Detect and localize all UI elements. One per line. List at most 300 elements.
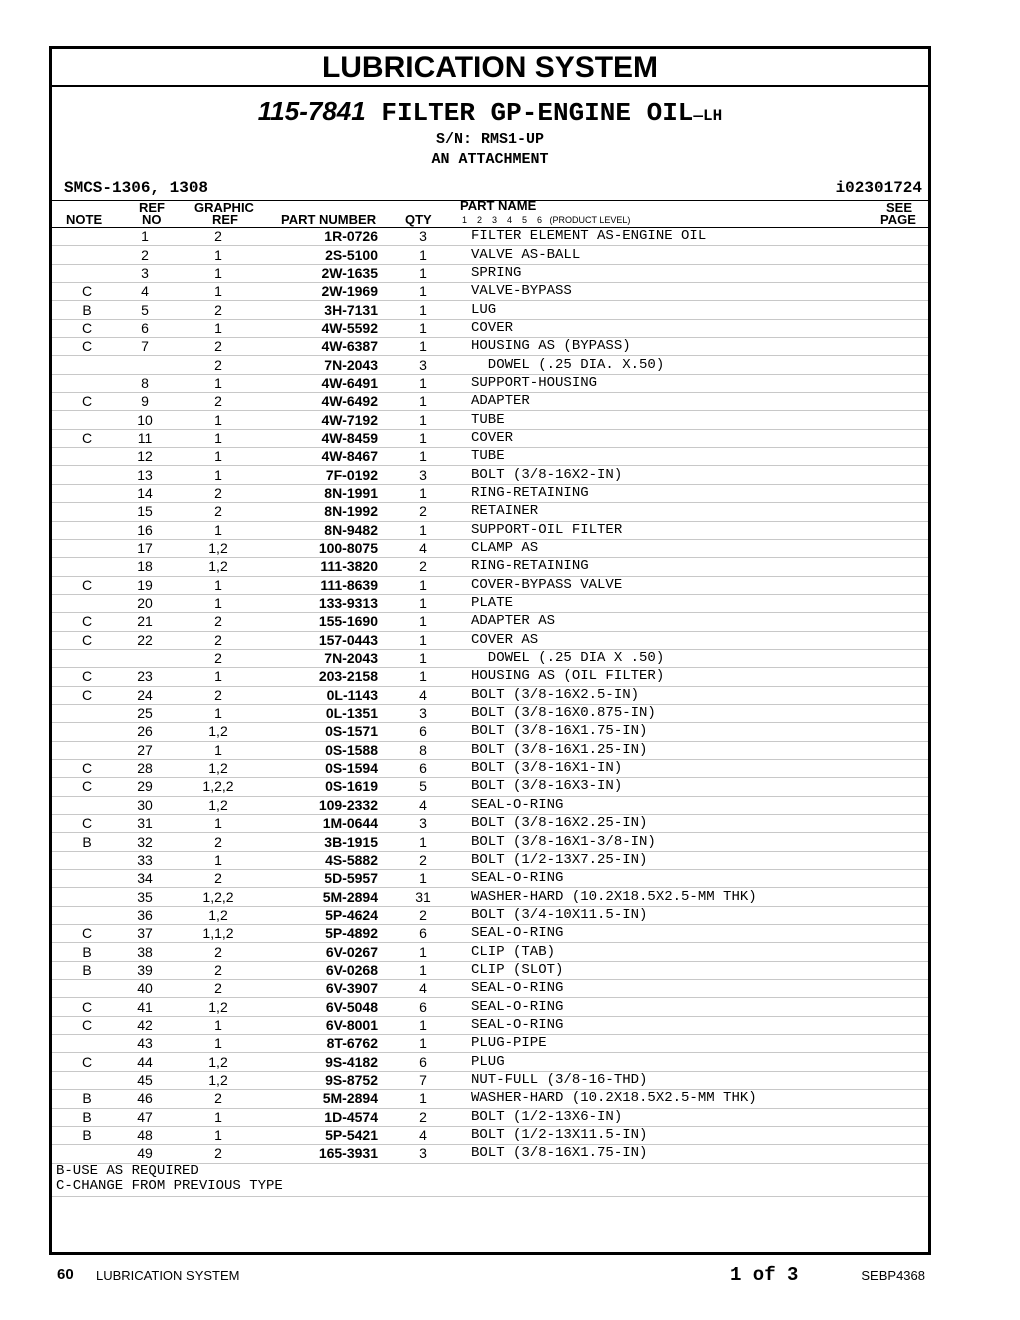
row-part-number: 1D-4574 [268,1108,378,1126]
note-c: C-CHANGE FROM PREVIOUS TYPE [56,1177,283,1194]
row-note: C [52,283,122,301]
row-graphic-ref: 1,1,2 [168,925,268,943]
row-graphic-ref: 1 [168,1108,268,1126]
row-graphic-ref: 1,2,2 [168,888,268,906]
note-b: B-USE AS REQUIRED [56,1162,199,1179]
row-ref-no: 14 [122,484,168,502]
row-note: C [52,338,122,356]
row-part-name: HOUSING AS (OIL FILTER) [468,668,868,686]
row-note: C [52,998,122,1016]
group-suffix: —LH [693,107,723,125]
row-see-page [868,393,928,411]
row-ref-no: 27 [122,741,168,759]
row-note [52,411,122,429]
row-graphic-ref: 2 [168,686,268,704]
row-ref-no: 32 [122,833,168,851]
page-number: 60 [57,1266,74,1283]
row-qty: 1 [378,484,468,502]
row-see-page [868,319,928,337]
illustration-id: i02301724 [835,179,922,197]
smcs-row [52,178,928,198]
row-part-number: 4W-6491 [268,374,378,392]
table-row [52,393,928,411]
table-row [52,1053,928,1071]
smcs-code: SMCS-1306, 1308 [64,179,209,197]
table-row [52,686,928,704]
row-part-name: TUBE [468,448,868,466]
row-see-page [868,466,928,484]
row-note: C [52,686,122,704]
table-row [52,741,928,759]
row-qty: 1 [378,1035,468,1053]
row-qty: 1 [378,576,468,594]
row-see-page [868,888,928,906]
row-graphic-ref: 1 [168,283,268,301]
row-ref-no: 15 [122,503,168,521]
row-part-name: SUPPORT-HOUSING [468,374,868,392]
row-part-name: BOLT (3/8-16X0.875-IN) [468,704,868,722]
row-note [52,723,122,741]
row-qty: 1 [378,613,468,631]
row-ref-no: 21 [122,613,168,631]
table-row [52,246,928,264]
row-qty: 1 [378,870,468,888]
row-see-page [868,484,928,502]
row-qty: 1 [378,1090,468,1108]
row-part-number: 4W-7192 [268,411,378,429]
row-part-name: WASHER-HARD (10.2X18.5X2.5-MM THK) [468,888,868,906]
row-part-number: 8N-1992 [268,503,378,521]
row-ref-no: 16 [122,521,168,539]
row-part-number: 6V-3907 [268,980,378,998]
row-part-number: 5D-5957 [268,870,378,888]
table-row [52,301,928,319]
row-part-number: 155-1690 [268,613,378,631]
row-ref-no: 28 [122,759,168,777]
row-part-number: 4W-5592 [268,319,378,337]
row-note [52,558,122,576]
table-row [52,484,928,502]
row-part-number: 1R-0726 [268,228,378,246]
row-note [52,246,122,264]
row-see-page [868,704,928,722]
row-qty: 1 [378,374,468,392]
row-graphic-ref: 1,2 [168,539,268,557]
row-qty: 3 [378,356,468,374]
row-ref-no: 40 [122,980,168,998]
row-graphic-ref: 2 [168,228,268,246]
row-part-name: CLAMP AS [468,539,868,557]
row-note [52,264,122,282]
col-part-number: PART NUMBER [281,212,377,227]
attachment-note: AN ATTACHMENT [431,151,549,168]
row-qty: 3 [378,228,468,246]
row-see-page [868,870,928,888]
row-note [52,356,122,374]
row-see-page [868,906,928,924]
row-note [52,1145,122,1163]
table-row [52,283,928,301]
table-row [52,649,928,667]
row-note [52,851,122,869]
row-part-name: DOWEL (.25 DIA X .50) [468,649,868,667]
row-ref-no: 23 [122,668,168,686]
row-note [52,466,122,484]
row-see-page [868,283,928,301]
row-graphic-ref: 1,2,2 [168,778,268,796]
row-ref-no: 43 [122,1035,168,1053]
row-ref-no: 34 [122,870,168,888]
row-part-name: CLIP (TAB) [468,943,868,961]
row-qty: 2 [378,851,468,869]
row-see-page [868,759,928,777]
row-note [52,1035,122,1053]
row-graphic-ref: 2 [168,980,268,998]
row-qty: 1 [378,246,468,264]
row-note [52,594,122,612]
serial-range: S/N: RMS1-UP [435,131,545,148]
parts-list-frame [49,46,931,1255]
row-graphic-ref: 1 [168,741,268,759]
row-graphic-ref: 2 [168,484,268,502]
row-ref-no: 42 [122,1016,168,1034]
table-row [52,833,928,851]
row-qty: 6 [378,1053,468,1071]
table-row [52,759,928,777]
table-row [52,1016,928,1034]
row-part-name: TUBE [468,411,868,429]
row-qty: 2 [378,503,468,521]
row-part-number: 4W-6492 [268,393,378,411]
row-graphic-ref: 2 [168,870,268,888]
row-qty: 8 [378,741,468,759]
row-qty: 1 [378,833,468,851]
row-qty: 1 [378,283,468,301]
row-ref-no: 5 [122,301,168,319]
row-part-number: 7N-2043 [268,356,378,374]
table-row [52,1145,928,1163]
row-ref-no [122,356,168,374]
row-ref-no: 4 [122,283,168,301]
row-qty: 1 [378,521,468,539]
row-qty: 7 [378,1071,468,1089]
row-qty: 4 [378,796,468,814]
table-row [52,961,928,979]
row-part-name: COVER-BYPASS VALVE [468,576,868,594]
row-graphic-ref: 1,2 [168,998,268,1016]
row-qty: 31 [378,888,468,906]
row-part-name: SEAL-O-RING [468,980,868,998]
row-graphic-ref: 1,2 [168,796,268,814]
row-part-number: 0S-1594 [268,759,378,777]
row-see-page [868,246,928,264]
row-graphic-ref: 1 [168,594,268,612]
row-qty: 1 [378,594,468,612]
row-ref-no: 7 [122,338,168,356]
row-part-name: PLATE [468,594,868,612]
row-part-number: 133-9313 [268,594,378,612]
row-part-name: BOLT (3/4-10X11.5-IN) [468,906,868,924]
row-part-name: FILTER ELEMENT AS-ENGINE OIL [468,228,868,246]
row-see-page [868,356,928,374]
row-ref-no: 31 [122,815,168,833]
parts-table [52,228,928,1164]
row-ref-no: 25 [122,704,168,722]
row-part-number: 5P-5421 [268,1126,378,1144]
row-note [52,521,122,539]
row-graphic-ref: 2 [168,338,268,356]
row-part-number: 6V-5048 [268,998,378,1016]
table-row [52,503,928,521]
row-part-name: NUT-FULL (3/8-16-THD) [468,1071,868,1089]
row-see-page [868,448,928,466]
row-note: C [52,393,122,411]
row-qty: 6 [378,759,468,777]
table-row [52,466,928,484]
row-note: C [52,925,122,943]
row-note: C [52,429,122,447]
row-qty: 1 [378,264,468,282]
row-see-page [868,815,928,833]
row-part-number: 9S-8752 [268,1071,378,1089]
row-part-number: 0S-1571 [268,723,378,741]
row-part-name: WASHER-HARD (10.2X18.5X2.5-MM THK) [468,1090,868,1108]
table-row [52,796,928,814]
row-see-page [868,778,928,796]
row-qty: 5 [378,778,468,796]
table-row [52,906,928,924]
row-part-name: BOLT (1/2-13X6-IN) [468,1108,868,1126]
row-note: C [52,1053,122,1071]
row-part-name: SUPPORT-OIL FILTER [468,521,868,539]
row-qty: 1 [378,429,468,447]
table-row [52,1108,928,1126]
table-row [52,429,928,447]
col-note: NOTE [66,212,103,227]
row-ref-no: 37 [122,925,168,943]
row-note: C [52,1016,122,1034]
row-qty: 2 [378,558,468,576]
row-see-page [868,228,928,246]
row-graphic-ref: 2 [168,613,268,631]
row-qty: 1 [378,649,468,667]
row-part-number: 7N-2043 [268,649,378,667]
table-row [52,888,928,906]
row-note: C [52,668,122,686]
row-see-page [868,1126,928,1144]
row-note [52,906,122,924]
row-graphic-ref: 1 [168,1035,268,1053]
row-note: B [52,1126,122,1144]
row-note [52,1071,122,1089]
row-ref-no: 1 [122,228,168,246]
row-part-number: 6V-0268 [268,961,378,979]
row-see-page [868,613,928,631]
col-part-name: PART NAME [460,198,537,213]
row-ref-no: 47 [122,1108,168,1126]
row-graphic-ref: 1 [168,851,268,869]
row-part-name: SEAL-O-RING [468,796,868,814]
table-row [52,925,928,943]
row-qty: 3 [378,704,468,722]
row-graphic-ref: 2 [168,649,268,667]
col-ref-bottom: NO [142,212,162,227]
footer-section: LUBRICATION SYSTEM [96,1268,240,1283]
parts-table-body [52,228,928,1163]
row-qty: 1 [378,631,468,649]
row-see-page [868,943,928,961]
row-ref-no: 30 [122,796,168,814]
row-part-number: 3H-7131 [268,301,378,319]
row-part-number: 100-8075 [268,539,378,557]
row-note [52,649,122,667]
col-product-levels: 1 2 3 4 5 6 (PRODUCT LEVEL) [462,215,631,225]
row-graphic-ref: 1,2 [168,723,268,741]
row-ref-no: 26 [122,723,168,741]
row-see-page [868,980,928,998]
row-graphic-ref: 2 [168,356,268,374]
row-part-name: RETAINER [468,503,868,521]
row-qty: 2 [378,1108,468,1126]
row-see-page [868,521,928,539]
row-part-number: 157-0443 [268,631,378,649]
table-row [52,1035,928,1053]
row-part-number: 2W-1969 [268,283,378,301]
row-part-name: BOLT (3/8-16X1-IN) [468,759,868,777]
row-graphic-ref: 1,2 [168,1071,268,1089]
row-see-page [868,503,928,521]
row-graphic-ref: 2 [168,833,268,851]
row-part-name: ADAPTER [468,393,868,411]
row-see-page [868,723,928,741]
row-part-name: RING-RETAINING [468,558,868,576]
table-row [52,870,928,888]
row-see-page [868,686,928,704]
row-ref-no: 29 [122,778,168,796]
row-note [52,870,122,888]
row-graphic-ref: 1 [168,668,268,686]
row-see-page [868,998,928,1016]
row-ref-no: 22 [122,631,168,649]
row-graphic-ref: 1 [168,1016,268,1034]
row-ref-no: 13 [122,466,168,484]
row-qty: 4 [378,686,468,704]
row-note: B [52,833,122,851]
row-part-number: 2S-5100 [268,246,378,264]
row-see-page [868,576,928,594]
row-part-number: 8N-9482 [268,521,378,539]
row-part-number: 5M-2894 [268,1090,378,1108]
row-part-number: 5P-4624 [268,906,378,924]
row-graphic-ref: 1 [168,466,268,484]
row-qty: 3 [378,1145,468,1163]
row-see-page [868,833,928,851]
row-graphic-ref: 1,2 [168,759,268,777]
row-part-name: BOLT (3/8-16X2.25-IN) [468,815,868,833]
row-qty: 1 [378,943,468,961]
row-part-name: CLIP (SLOT) [468,961,868,979]
table-row [52,576,928,594]
row-qty: 1 [378,393,468,411]
row-part-name: BOLT (3/8-16X1-3/8-IN) [468,833,868,851]
notes-block [52,1164,928,1197]
row-ref-no: 9 [122,393,168,411]
row-see-page [868,301,928,319]
group-name: FILTER GP-ENGINE OIL [381,98,694,128]
row-ref-no: 48 [122,1126,168,1144]
row-ref-no: 20 [122,594,168,612]
row-see-page [868,1016,928,1034]
row-part-name: COVER [468,429,868,447]
row-graphic-ref: 2 [168,393,268,411]
row-ref-no: 6 [122,319,168,337]
table-row [52,943,928,961]
row-part-name: ADAPTER AS [468,613,868,631]
row-ref-no: 19 [122,576,168,594]
row-qty: 1 [378,961,468,979]
page-footer [57,1262,927,1288]
row-see-page [868,796,928,814]
row-note: C [52,613,122,631]
row-part-number: 4W-6387 [268,338,378,356]
row-note [52,448,122,466]
row-note: B [52,1090,122,1108]
row-graphic-ref: 1 [168,815,268,833]
row-see-page [868,1053,928,1071]
row-qty: 1 [378,338,468,356]
row-note: C [52,319,122,337]
row-see-page [868,1108,928,1126]
row-graphic-ref: 1 [168,521,268,539]
row-part-name: SEAL-O-RING [468,870,868,888]
row-see-page [868,1145,928,1163]
document-id: SEBP4368 [861,1268,925,1283]
row-note [52,503,122,521]
table-row [52,1090,928,1108]
row-see-page [868,961,928,979]
row-part-number: 0S-1588 [268,741,378,759]
row-graphic-ref: 2 [168,503,268,521]
row-qty: 1 [378,668,468,686]
row-part-name: VALVE AS-BALL [468,246,868,264]
table-row [52,264,928,282]
row-note [52,704,122,722]
row-graphic-ref: 1 [168,448,268,466]
row-part-number: 4S-5882 [268,851,378,869]
row-qty: 1 [378,301,468,319]
row-see-page [868,429,928,447]
row-graphic-ref: 2 [168,943,268,961]
row-see-page [868,264,928,282]
row-see-page [868,411,928,429]
row-part-number: 0L-1351 [268,704,378,722]
row-ref-no: 33 [122,851,168,869]
row-part-number: 8T-6762 [268,1035,378,1053]
row-ref-no: 35 [122,888,168,906]
row-ref-no: 38 [122,943,168,961]
row-note [52,539,122,557]
row-graphic-ref: 2 [168,1090,268,1108]
row-note: C [52,815,122,833]
row-ref-no: 45 [122,1071,168,1089]
row-part-name: RING-RETAINING [468,484,868,502]
row-see-page [868,539,928,557]
row-part-name: BOLT (1/2-13X11.5-IN) [468,1126,868,1144]
row-part-name: VALVE-BYPASS [468,283,868,301]
table-row [52,228,928,246]
table-row [52,1071,928,1089]
table-row [52,558,928,576]
